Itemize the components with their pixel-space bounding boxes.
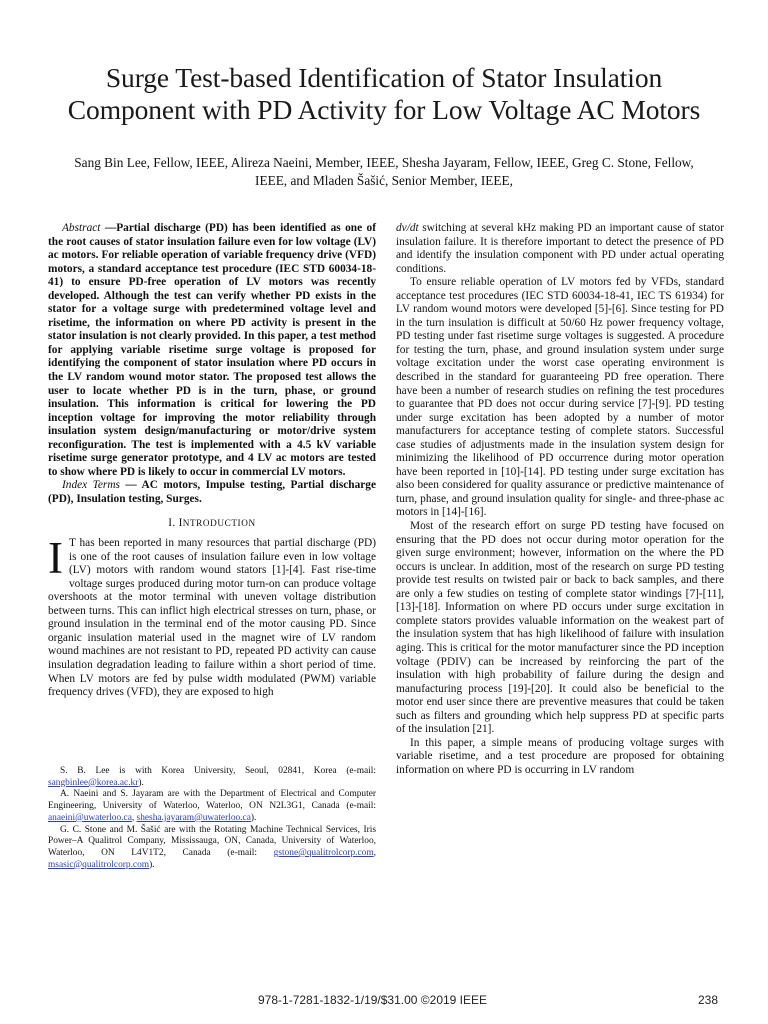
section-title-rest: NTRODUCTION (182, 518, 256, 529)
index-terms-text: — AC motors, Impulse testing, Partial discharge (PD), Insulation testing, Surges. (48, 479, 376, 505)
author-line-2: IEEE, and Mladen Šašić, Senior Member, IEEE, (255, 173, 513, 188)
footnotes (48, 766, 376, 871)
abstract-text: —Partial discharge (PD) has been identified as one of the root causes of stator insulation failure even for low voltage (LV) ac motors. For reliable operation of variable frequency drive (VFD) motors, a standard acceptance test procedure (IEC STD 60034-18-41) to ensure PD-free operation of LV motors was recently developed. Although the test can verify whether PD exists in the stator for a voltage surge with predetermined voltage level and risetime, the information on where PD activity is present in the stator insulation is not clearly provided. In this paper, a test method for applying variable risetime surge voltage is proposed for identifying the component of stator insulation where PD occurs in the LV random wound motor stator. The proposed test allows the user to locate whether PD is in the turn, phase, or ground insulation. This information is critical for lowering the PD inception voltage for improving the motor reliability through insulation system design/manufacturing or motor/drive system reconfiguration. The test is implemented with a 4.5 kV variable risetime surge generator prototype, and 4 LV ac motors are tested to show where PD is likely to occur in commercial LV motors. (48, 222, 376, 478)
body-paragraph-3: Most of the research effort on surge PD testing have focused on ensuring that the PD does not occur during motor operation for the given surge environment; however, information on the where the PD occurs is unclear. In addition, most of the research on surge PD testing provide test results on twisted pair or back to back samples, and there are only a few studies on testing of complete stator windings [7]-[11],[13]-[18]. Information on where PD occurs under surge excitation in complete stators provides valuable information on the weakest part of the insulation system that has high likelihood of failure with insulation aging. This is critical for the motor manufacturer since the PD inception voltage (PDIV) can be increased by reinforcing the part of the insulation with high probability of failure during the design and manufacturing process [19]-[20]. It could also be beneficial to the motor end user since there are preventive measures that could be taken such as filters and grounding which help suppress PD at specific parts of the insulation [21]. (396, 520, 724, 736)
email-link[interactable]: shesha.jayaram@uwaterloo.ca (136, 812, 251, 823)
author-list (48, 154, 720, 190)
right-column (396, 222, 724, 777)
page-number: 238 (698, 993, 719, 1007)
section-numeral: I. (168, 517, 176, 530)
intro-text: T has been reported in many resources that partial discharge (PD) is one of the root causes of insulation failure even in low voltage (LV) motors with random wound stators [1]-[4]. Fast rise-time voltage surges produced during motor turn-on can produce voltage overshoots at the motor terminal with uneven voltage distribution between turns. This can inflict high electrical stresses on turn, phase, or ground insulation in the terminal end of the motor causing PD. Since organic insulation material used in the magnet wire of LV random wound machines are not resistant to PD, repeated PD activity can cause insulation degradation leading to failure within a short period of time. When LV motors are fed by pulse width modulated (PWM) variable frequency drives (VFD), they are exposed to high (48, 537, 376, 699)
paper-title: Surge Test-based Identification of Stator Insulation Component with PD Activity for Low Voltage AC Motors (67, 62, 701, 125)
copyright-code: 978-1-7281-1832-1/19/$31.00 ©2019 IEEE (258, 993, 488, 1007)
body-paragraph-4: In this paper, a simple means of producing voltage surges with variable risetime, and a test procedure are proposed for obtaining information on where PD is occurring in LV random (396, 736, 724, 776)
left-column (48, 222, 376, 700)
abstract (48, 222, 376, 479)
author-line-1: Sang Bin Lee, Fellow, IEEE, Alireza Naeini, Member, IEEE, Shesha Jayaram, Fellow, IEEE, Greg C. Stone, Fellow, (74, 155, 694, 170)
section-title-initial: I (178, 517, 183, 530)
email-link[interactable]: msasic@qualitrolcorp.com (48, 859, 150, 870)
drop-cap: I (48, 533, 63, 584)
intro-paragraph (48, 533, 376, 700)
footnote-naeini-jayaram: A. Naeini and S. Jayaram are with the Department of Electrical and Computer Engineering, University of Waterloo, Waterloo, ON N2L3G1, Canada (e-mail: anaeini@uwaterloo.ca, shesha.jayaram@uwaterloo.ca). (48, 789, 376, 823)
footnote-lee: S. B. Lee is with Korea University, Seoul, 02841, Korea (e-mail: sangbinlee@korea.ac.kr). (48, 766, 376, 788)
body-paragraph-1: dv/dt switching at several kHz making PD an important cause of stator insulation failure. It is therefore important to detect the presence of PD and identify the insulation component with PD under actual operating conditions. (396, 222, 724, 275)
email-link[interactable]: gstone@qualitrolcorp.com (273, 847, 374, 858)
email-link[interactable]: sangbinlee@korea.ac.kr (48, 777, 139, 788)
body-paragraph-2: To ensure reliable operation of LV motors fed by VFDs, standard acceptance test procedures (IEC STD 60034-18-41, IEC TS 61934) for LV random wound motors were developed [5]-[6]. Since testing for PD in the turn insulation is difficult at 50/60 Hz power frequency voltage, PD testing under fast risetime surge voltages is suggested. A procedure for testing the turn, phase, and ground insulation system under surge voltage excitation under the worst case operating environment is described in the standard for guaranteeing PD free operation. There have been a number of research studies on refining the test procedures to guarantee that PD does not occur during service [7]-[9]. PD testing under surge excitation has been adopted by a number of motor manufacturers for acceptance testing of complete stators. Successful case studies of adjustments made in the insulation system design for minimizing the likelihood of PD occurrence during motor operation have been reported in [10]-[14]. PD testing under surge excitation has also been considered for quality assurance or predictive maintenance of turn, phase, and ground insulation quality for single- and three-phase ac motors in [14]-[16]. (396, 276, 724, 519)
index-terms-label: Index Terms (62, 479, 120, 492)
index-terms (48, 479, 376, 506)
email-link[interactable]: anaeini@uwaterloo.ca (48, 812, 132, 823)
abstract-label: Abstract (62, 222, 101, 234)
section-heading-introduction (48, 517, 376, 531)
footnote-stone-sasic: G. C. Stone and M. Šašić are with the Rotating Machine Technical Services, Iris Power–A Qualitrol Company, Mississauga, ON, Canada, University of Waterloo, Waterloo, ON L4V1T2, Canada (e-mail: gstone@qualitrolcorp.com, msasic@qualitrolcorp.com). (48, 824, 376, 870)
